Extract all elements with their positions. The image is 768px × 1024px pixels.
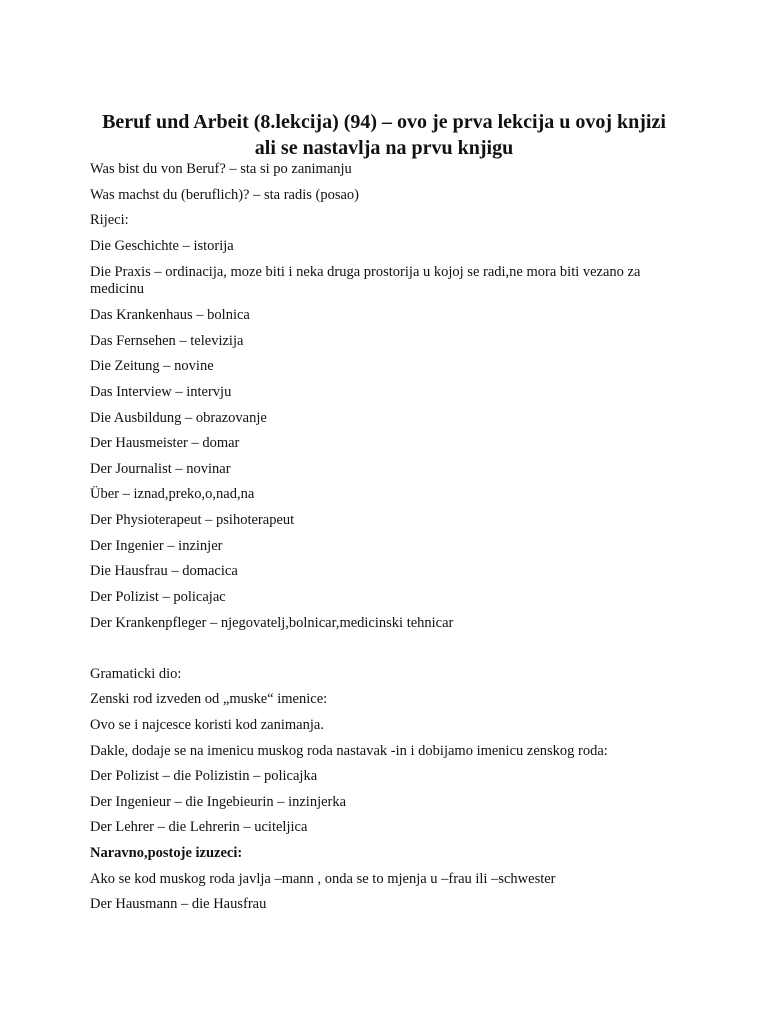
vocab-item: Der Physioterapeut – psihoterapeut [90, 512, 295, 528]
exceptions-heading: Naravno,postoje izuzeci: [90, 845, 243, 861]
vocab-item: Über – iznad,preko,o,nad,na [90, 486, 255, 502]
vocab-item: Das Fernsehen – televizija [90, 333, 244, 349]
grammar-line: Dakle, dodaje se na imenicu muskog roda nastavak -in i dobijamo imenicu zenskog roda: [90, 743, 608, 759]
grammar-example: Der Polizist – die Polizistin – policajka [90, 768, 318, 784]
vocab-item: Die Hausfrau – domacica [90, 563, 238, 579]
grammar-example: Der Lehrer – die Lehrerin – uciteljica [90, 819, 308, 835]
section-label-rijeci: Rijeci: [90, 212, 129, 228]
grammar-heading: Gramaticki dio: [90, 666, 182, 682]
exception-line: Ako se kod muskog roda javlja –mann , onda se to mjenja u –frau ili –schwester [90, 871, 556, 887]
vocab-item: Die Geschichte – istorija [90, 238, 234, 254]
vocab-item: Die Praxis – ordinacija, moze biti i neka druga prostorija u kojoj se radi,ne mora biti vezano za medicinu [90, 264, 641, 297]
exception-example: Der Hausmann – die Hausfrau [90, 896, 267, 912]
vocab-item: Der Ingenier – inzinjer [90, 538, 223, 554]
document-title-line-1: Beruf und Arbeit (8.lekcija) (94) – ovo je prva lekcija u ovoj knjizi [102, 111, 666, 133]
grammar-line: Ovo se i najcesce koristi kod zanimanja. [90, 717, 324, 733]
vocab-item: Die Zeitung – novine [90, 358, 214, 374]
grammar-example: Der Ingenieur – die Ingebieurin – inzinjerka [90, 794, 347, 810]
vocab-item: Der Polizist – policajac [90, 589, 226, 605]
vocab-item: Die Ausbildung – obrazovanje [90, 410, 267, 426]
document-title-line-2: ali se nastavlja na prvu knjigu [254, 137, 514, 159]
vocab-item: Das Interview – intervju [90, 384, 232, 400]
intro-line: Was machst du (beruflich)? – sta radis (posao) [90, 187, 360, 203]
intro-line: Was bist du von Beruf? – sta si po zanimanju [90, 161, 352, 177]
vocab-item: Der Journalist – novinar [90, 461, 231, 477]
vocab-item: Der Krankenpfleger – njegovatelj,bolnicar,medicinski tehnicar [90, 615, 454, 631]
vocab-item: Der Hausmeister – domar [90, 435, 240, 451]
grammar-line: Zenski rod izveden od „muske“ imenice: [90, 691, 328, 707]
vocab-item: Das Krankenhaus – bolnica [90, 307, 250, 323]
